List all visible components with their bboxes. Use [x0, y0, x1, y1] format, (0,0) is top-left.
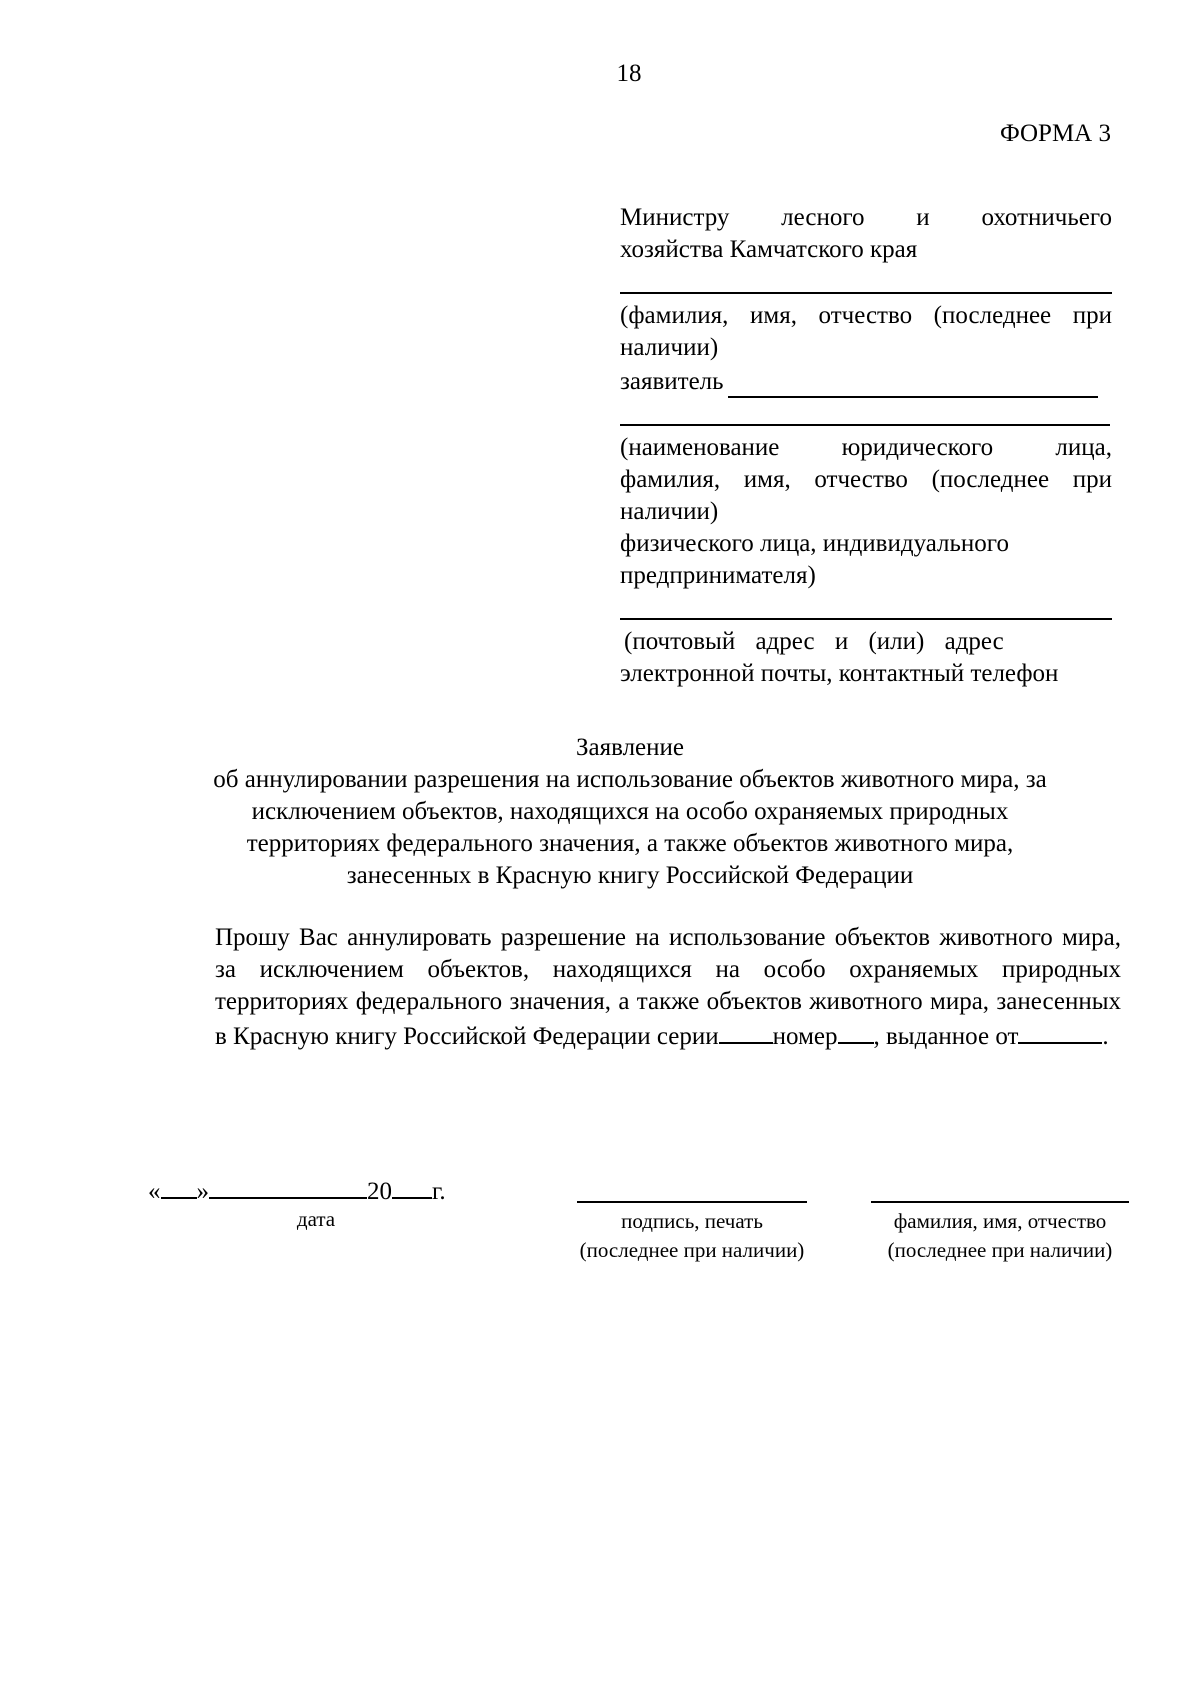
statement-subtitle-line-3: территориях федерального значения, а также объектов животного мира, — [246, 830, 1014, 857]
number-label: номер — [772, 1023, 838, 1050]
applicant-fill-line-2[interactable] — [620, 398, 1110, 426]
contact-hint-line-1: (почтовый адрес и (или) адрес — [624, 628, 1004, 655]
statement-title: Заявление — [575, 734, 685, 761]
signature-caption-line-2: (последнее при наличии) — [579, 1238, 805, 1262]
applicant-label: заявитель — [620, 368, 724, 395]
request-body: Прошу Вас аннулировать разрешение на использование объектов животного мира, за исключением объектов, находящихся на особо охраняемых природных территориях федерального значения, а также объектов животного мира, занесенных в Красную книгу Российской Федерации серии — [215, 924, 1121, 1050]
applicant-hint-line-3: наличии) — [620, 498, 719, 525]
period: . — [1102, 1023, 1109, 1050]
signature-caption-line-1: подпись, печать — [621, 1209, 763, 1233]
contact-hint-line-2: электронной почты, контактный телефон — [620, 660, 1059, 687]
day-blank[interactable] — [161, 1173, 197, 1199]
year-blank[interactable] — [392, 1173, 432, 1199]
addressee-block — [620, 202, 1112, 690]
month-blank[interactable] — [209, 1173, 367, 1199]
issued-label: выданное от — [886, 1023, 1019, 1050]
applicant-fill-line[interactable] — [728, 368, 1098, 398]
contact-fill-line[interactable] — [620, 592, 1112, 620]
applicant-row — [620, 366, 1112, 398]
series-blank[interactable] — [719, 1018, 773, 1044]
applicant-hint-line-5: предпринимателя) — [620, 562, 816, 589]
statement-title-block — [120, 732, 1140, 892]
addressee-line-1: Министру лесного и охотничьего — [620, 204, 1112, 231]
applicant-hint-line-1: (наименование юридического лица, — [620, 434, 1112, 461]
name-hint-line-2: наличии) — [620, 334, 719, 361]
name-fill-line[interactable] — [620, 266, 1112, 294]
request-paragraph — [143, 922, 1121, 1053]
quote-close: » — [196, 1178, 209, 1205]
year-prefix: 20 — [367, 1178, 392, 1205]
number-blank[interactable] — [838, 1018, 874, 1044]
name-hint-line-1: (фамилия, имя, отчество (последнее при — [620, 302, 1112, 329]
issued-date-blank[interactable] — [1018, 1018, 1102, 1044]
applicant-hint-line-4: физического лица, индивидуального — [620, 530, 1009, 557]
date-row — [148, 1173, 446, 1208]
year-suffix: г. — [432, 1178, 446, 1205]
full-name-line[interactable] — [871, 1199, 1129, 1203]
statement-subtitle-line-1: об аннулировании разрешения на использование объектов животного мира, за — [213, 766, 1047, 793]
quote-open: « — [148, 1178, 161, 1205]
comma: , — [873, 1023, 880, 1050]
signature-line[interactable] — [577, 1199, 807, 1203]
full-name-caption-line-2: (последнее при наличии) — [887, 1238, 1113, 1262]
date-caption: дата — [296, 1207, 336, 1231]
statement-subtitle-line-2: исключением объектов, находящихся на особо охраняемых природных — [251, 798, 1009, 825]
addressee-line-2: хозяйства Камчатского края — [620, 236, 918, 263]
full-name-caption-line-1: фамилия, имя, отчество — [893, 1209, 1107, 1233]
request-text — [143, 922, 1121, 1053]
page-number: 18 — [616, 60, 642, 87]
applicant-hint-line-2: фамилия, имя, отчество (последнее при — [620, 466, 1112, 493]
form-label: ФОРМА 3 — [999, 120, 1111, 147]
statement-subtitle-line-4: занесенных в Красную книгу Российской Федерации — [346, 862, 914, 889]
